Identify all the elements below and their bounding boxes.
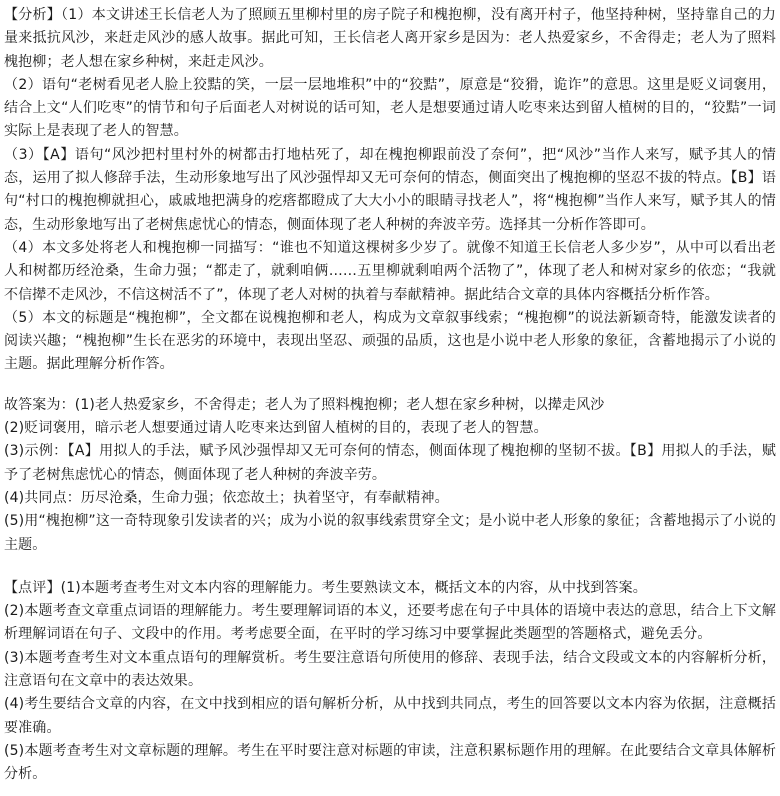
answer-section bbox=[4, 394, 776, 557]
analysis-section bbox=[4, 4, 776, 377]
analysis-paragraph-5: （5）本文的标题是“槐抱柳”，全文都在说槐抱柳和老人，构成为文章叙事线索；“槐抱柳”的说法新颖奇特，能激发读者的阅读兴趣；“槐抱柳”生长在恶劣的环境中，表现出坚忍、顽强的品质，这也是小说中老人形象的象征，含蓄地揭示了小说的主题。据此理解分析作答。 bbox=[4, 309, 776, 373]
answer-paragraph-4: (4)共同点：历尽沧桑，生命力强；依恋故土；执着坚守，有奉献精神。 bbox=[4, 489, 449, 506]
comment-paragraph-1: 【点评】(1)本题考查考生对文本内容的理解能力。考生要熟读文本，概括文本的内容，从中找到答案。 bbox=[4, 579, 647, 596]
comment-paragraph-4: (4)考生要结合文章的内容，在文中找到相应的语句解析分析，从中找到共同点，考生的回答要以文本内容为依据，注意概括要准确。 bbox=[4, 696, 776, 736]
section-spacer bbox=[4, 557, 776, 577]
comment-section bbox=[4, 577, 776, 787]
analysis-paragraph-4: （4）本文多处将老人和槐抱柳一同描写：“谁也不知道这棵树多少岁了。就像不知道王长信老人多少岁”，从中可以看出老人和树都历经沧桑，生命力强；“都走了，就剩咱俩……五里柳就剩咱两个活物了”，体现了老人和树对家乡的依恋；“我就不信撵不走风沙，不信这树活不了”，体现了老人对树的执着与奉献精神。据此结合文章的具体内容概括分析作答。 bbox=[4, 239, 776, 303]
comment-paragraph-3: (3)本题考查考生对文本重点语句的理解赏析。考生要注意语句所使用的修辞、表现手法，结合文段或文本的内容解析分析，注意语句在文章中的表达效果。 bbox=[4, 649, 776, 690]
answer-paragraph-5: (5)用“槐抱柳”这一奇特现象引发读者的兴；成为小说的叙事线索贯穿全文；是小说中老人形象的象征；含蓄地揭示了小说的主题。 bbox=[4, 513, 776, 553]
answer-paragraph-1: 故答案为：(1)老人热爱家乡，不舍得走；老人为了照料槐抱柳；老人想在家乡种树，以撵走风沙 bbox=[4, 396, 605, 413]
comment-paragraph-5: (5)本题考查考生对文章标题的理解。考生在平时要注意对标题的审读，注意积累标题作用的理解。在此要结合文章具体解析分析。 bbox=[4, 742, 776, 783]
section-spacer bbox=[4, 377, 776, 394]
answer-paragraph-3: (3)示例：【A】用拟人的手法，赋予风沙强悍却又无可奈何的情态，侧面体现了槐抱柳的坚韧不拔。【B】用拟人的手法，赋予了老树焦虑忧心的情态，侧面体现了老人种树的奔波辛劳。 bbox=[4, 443, 776, 483]
comment-paragraph-2: (2)本题考查文章重点词语的理解能力。考生要理解词语的本义，还要考虑在句子中具体的语境中表达的意思，结合上下文解析理解词语在句子、文段中的作用。考考虑要全面，在平时的学习练习中要掌握此类题型的答题格式，避免丢分。 bbox=[4, 603, 776, 643]
solution-document bbox=[4, 4, 776, 787]
answer-paragraph-2: (2)贬词褒用，暗示老人想要通过请人吃枣来达到留人植树的目的，表现了老人的智慧。 bbox=[4, 420, 548, 437]
analysis-paragraph-2: （2）语句“老树看见老人脸上狡黠的笑，一层一层地堆积”中的“狡黠”，原意是“狡猾，诡诈”的意思。这里是贬义词褒用，结合上文“人们吃枣”的情节和句子后面老人对树说的话可知，老人是想要通过请人吃枣来达到留人植树的目的，“狡黠”一词实际上是表现了老人的智慧。 bbox=[4, 76, 776, 140]
analysis-paragraph-1: 【分析】（1）本文讲述王长信老人为了照顾五里柳村里的房子院子和槐抱柳，没有离开村子，他坚持种树，坚持靠自己的力量来抵抗风沙，来赶走风沙的感人故事。据此可知，王长信老人离开家乡是因为：老人热爱家乡，不舍得走；老人为了照料槐抱柳；老人想在家乡种树，来赶走风沙。 bbox=[4, 7, 776, 70]
analysis-paragraph-3: （3）【A】语句“风沙把村里村外的树都击打地枯死了，却在槐抱柳跟前没了奈何”，把“风沙”当作人来写，赋予其人的情态，运用了拟人修辞手法，生动形象地写出了风沙强悍却又无可奈何的情态，侧面突出了槐抱柳的坚忍不拔的特点。【B】语句“村口的槐抱柳就担心，戚戚地把满身的疙瘩都瞪成了大大小小的眼睛寻找老人”，将“槐抱柳”当作人来写，赋予其人的情态，生动形象地写出了老树焦虑忧心的情态，侧面体现了老人种树的奔波辛劳。选择其一分析作答即可。 bbox=[4, 146, 776, 233]
